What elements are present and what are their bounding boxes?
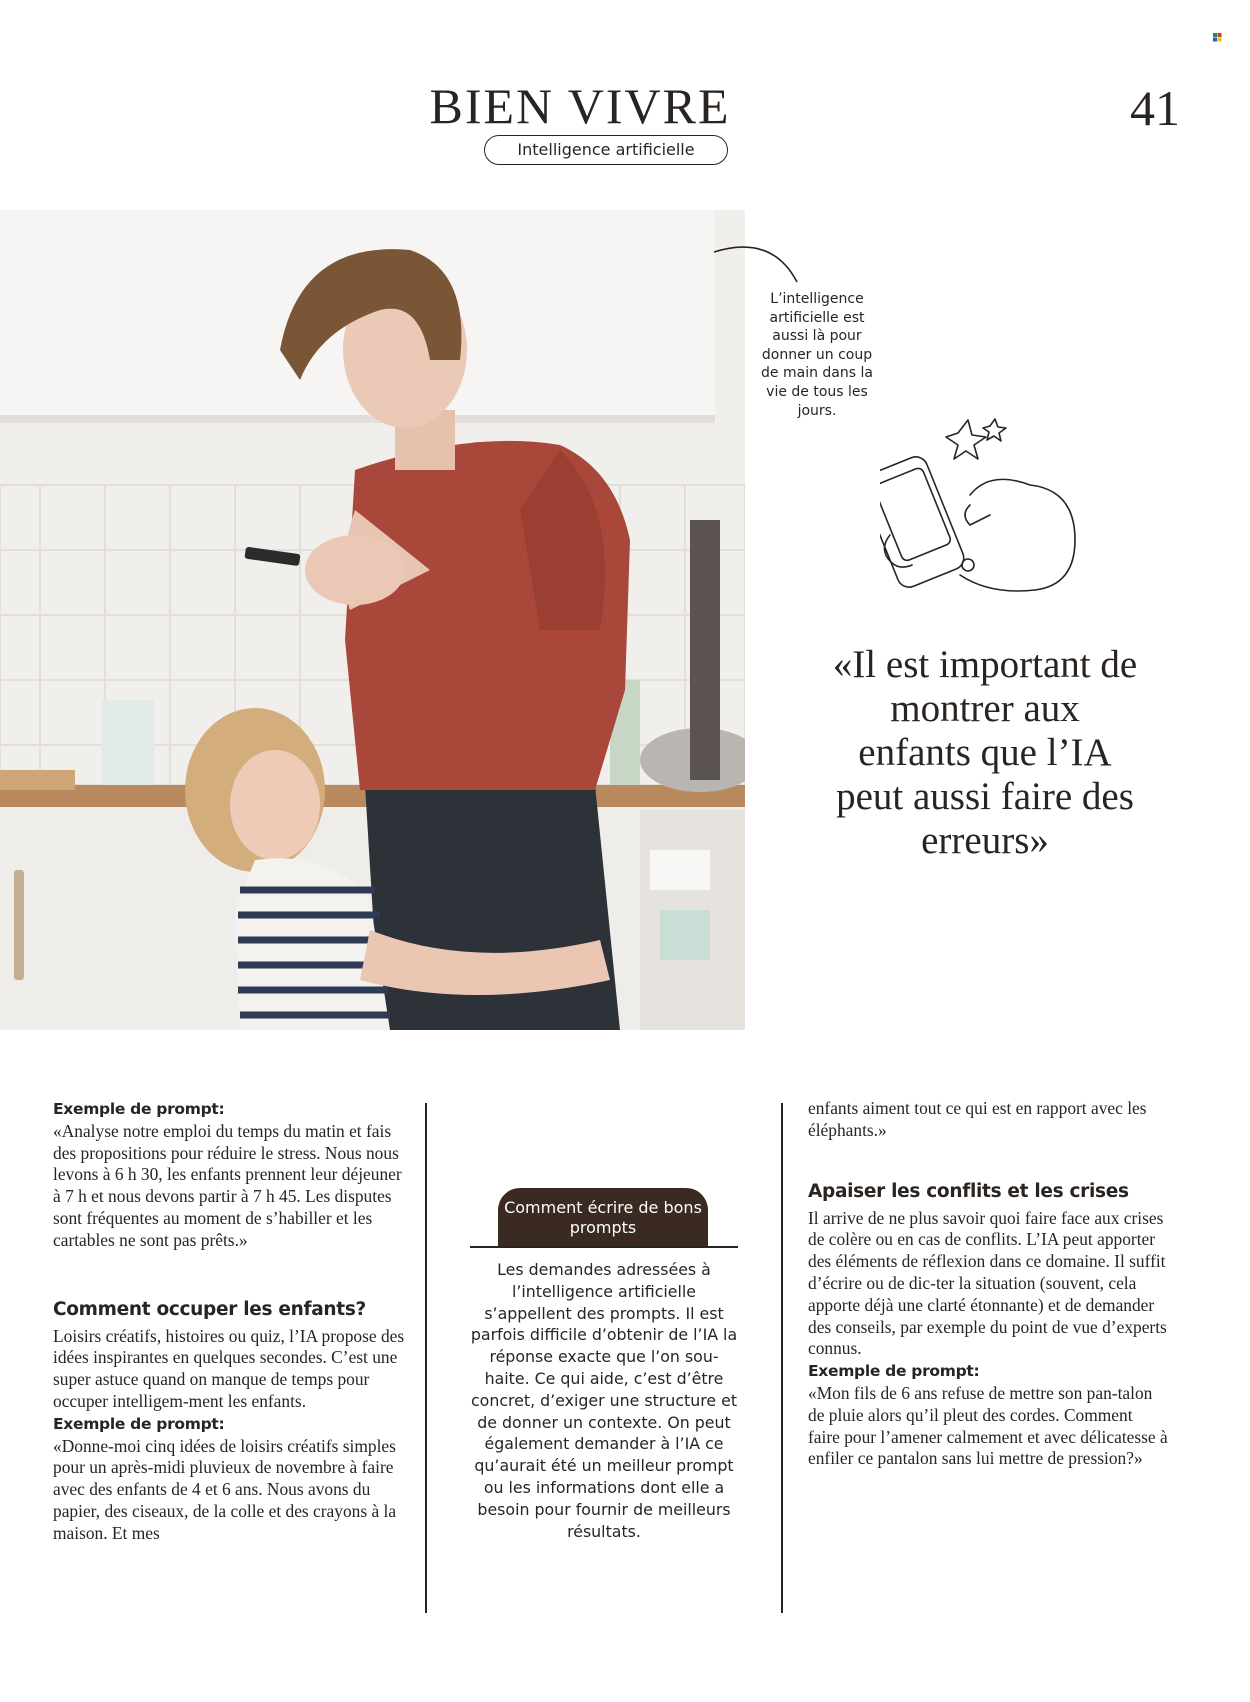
tip-box-text: Les demandes adressées à l’intelligence artificielle s’appellent des prompts. Il est parfois difficile d’obtenir de l’IA la réponse exacte que l’on sou-haite. Ce qui aide, c’est d’être concret, d’exiger une structure et de donner un contexte. On peut également demander à l’IA ce qu’aurait été un meilleur prompt ou les informations dont elle a besoin pour fournir de meilleurs résultats. — [470, 1260, 738, 1541]
column-right — [808, 1098, 1168, 1470]
topic-pill: Intelligence artificielle — [484, 135, 728, 165]
example-prompt-text: «Donne-moi cinq idées de loisirs créatifs simples pour un après-midi pluvieux de novembre à faire avec des enfants de 4 et 6 ans. Nous avons du papier, des ciseaux, de la colle et des crayons à la maison. Et mes — [53, 1435, 397, 1543]
phone-hand-icon — [880, 415, 1090, 625]
body-text: Loisirs créatifs, histoires ou quiz, l’IA propose des idées inspirantes en quelques secondes. C’est une super astuce quand on manque de temps pour occuper intelligem-ment les enfants. — [53, 1325, 405, 1411]
example-label: Exemple de prompt: — [53, 1414, 225, 1433]
body-text: Il arrive de ne plus savoir quoi faire face aux crises de colère ou en cas de conflits. L’IA peut apporter des éléments de réflexion dans ce domaine. Il suffit d’écrire ou de dic-ter la situation (souvent, cela apporte déjà une clarté étonnante) et de demander des conseils, par exemple du point de vue d’experts connus. — [808, 1207, 1167, 1359]
column-divider — [781, 1103, 783, 1613]
column-left — [53, 1098, 413, 1545]
photo-caption: L’intelligence artificielle est aussi là pour donner un coup de main dans la vie de tous les jours. — [761, 291, 873, 419]
kitchen-photo — [0, 210, 745, 1030]
continued-text: enfants aiment tout ce qui est en rapport avec les éléphants.» — [808, 1098, 1147, 1140]
tip-box-title: Comment écrire de bons prompts — [498, 1188, 708, 1246]
page-number: 41 — [1130, 80, 1180, 136]
example-prompt-text: «Mon fils de 6 ans refuse de mettre son pan-talon de pluie alors qu’il pleut des cordes. Comment faire pour l’amener calmement et avec délicatesse à enfiler ce pantalon sans lui mettre de pression?» — [808, 1382, 1168, 1469]
example-label: Exemple de prompt: — [53, 1100, 225, 1118]
section-heading: Apaiser les conflits et les crises — [808, 1180, 1129, 1202]
section-heading: Comment occuper les enfants? — [53, 1298, 366, 1320]
example-prompt-text: «Analyse notre emploi du temps du matin et fais des propositions pour réduire le stress. Nous nous levons à 6 h 30, les enfants prennent leur déjeuner à 7 h et nous devons partir à 7 h 45. Les disputes sont fréquentes au moment de s’habiller et les cartables ne sont pas prêts.» — [53, 1120, 402, 1250]
pull-quote: «Il est important de montrer aux enfants que l’IA peut aussi faire des erreurs» — [832, 643, 1138, 862]
tip-box-rule — [470, 1246, 738, 1248]
example-label: Exemple de prompt: — [808, 1362, 980, 1381]
caption-pointer-icon — [712, 240, 812, 290]
column-divider — [425, 1103, 427, 1613]
section-title: BIEN VIVRE — [429, 78, 731, 134]
color-mark-icon — [1213, 33, 1222, 42]
